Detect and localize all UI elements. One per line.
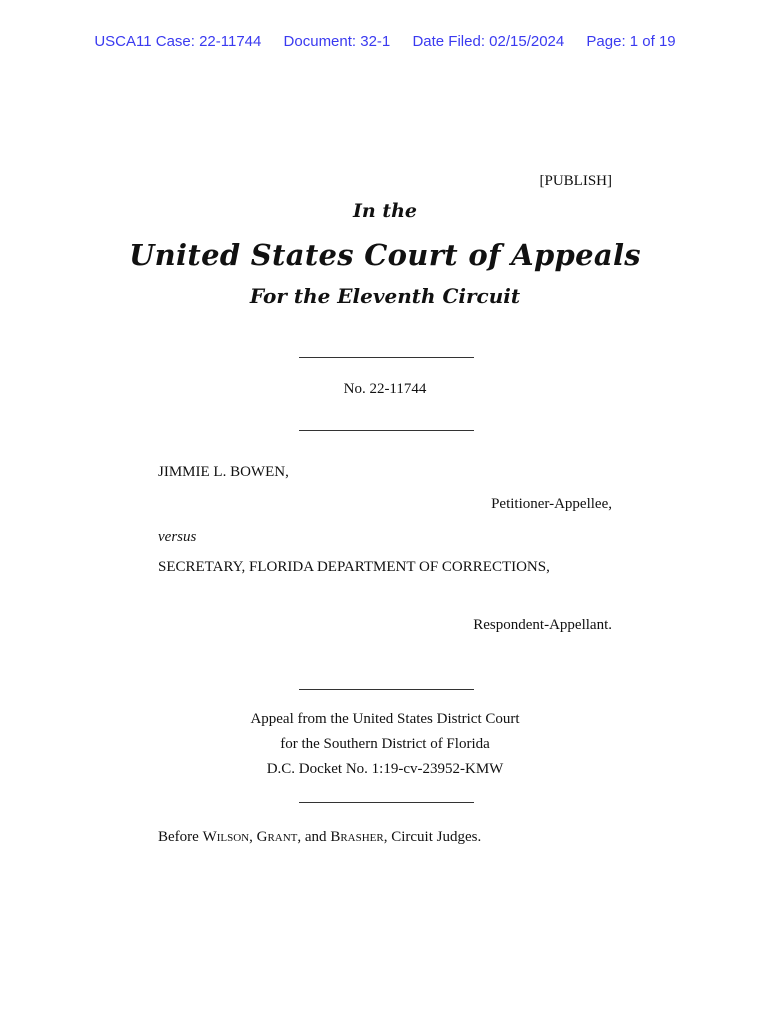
header-document-number: Document: 32-1 <box>283 33 391 50</box>
header-page-count: Page: 1 of 19 <box>586 33 676 50</box>
petitioner-role: Petitioner-Appellee, <box>491 496 612 512</box>
respondent-role: Respondent-Appellant. <box>473 617 612 633</box>
versus-label: versus <box>158 529 197 545</box>
divider-rule <box>299 802 474 803</box>
divider-rule <box>299 689 474 690</box>
appeal-line-1: Appeal from the United States District Court <box>250 711 520 727</box>
filing-header <box>0 33 770 50</box>
divider-rule <box>299 430 474 431</box>
court-caption-in-the: In the <box>353 200 417 222</box>
court-name: United States Court of Appeals <box>129 238 641 272</box>
divider-rule <box>299 357 474 358</box>
header-case-number: USCA11 Case: 22-11744 <box>94 33 262 50</box>
petitioner-name: JIMMIE L. BOWEN, <box>158 464 289 480</box>
panel-separator: , <box>249 829 257 845</box>
panel-separator: , and <box>297 829 331 845</box>
header-date-filed: Date Filed: 02/15/2024 <box>412 33 565 50</box>
appeal-docket-line: D.C. Docket No. 1:19-cv-23952-KMW <box>266 761 504 777</box>
panel-judges <box>158 829 481 846</box>
respondent-name: SECRETARY, FLORIDA DEPARTMENT OF CORRECTIONS, <box>158 559 550 575</box>
judge-name: Wilson <box>202 829 250 845</box>
panel-before: Before <box>158 829 203 845</box>
judge-name: Brasher <box>330 829 384 845</box>
court-circuit: For the Eleventh Circuit <box>249 284 521 308</box>
docket-number: No. 22-11744 <box>343 381 427 397</box>
judge-name: Grant <box>256 829 298 845</box>
panel-suffix: , Circuit Judges. <box>383 829 482 845</box>
publish-tag: [PUBLISH] <box>539 173 612 189</box>
appeal-line-2: for the Southern District of Florida <box>280 736 490 752</box>
